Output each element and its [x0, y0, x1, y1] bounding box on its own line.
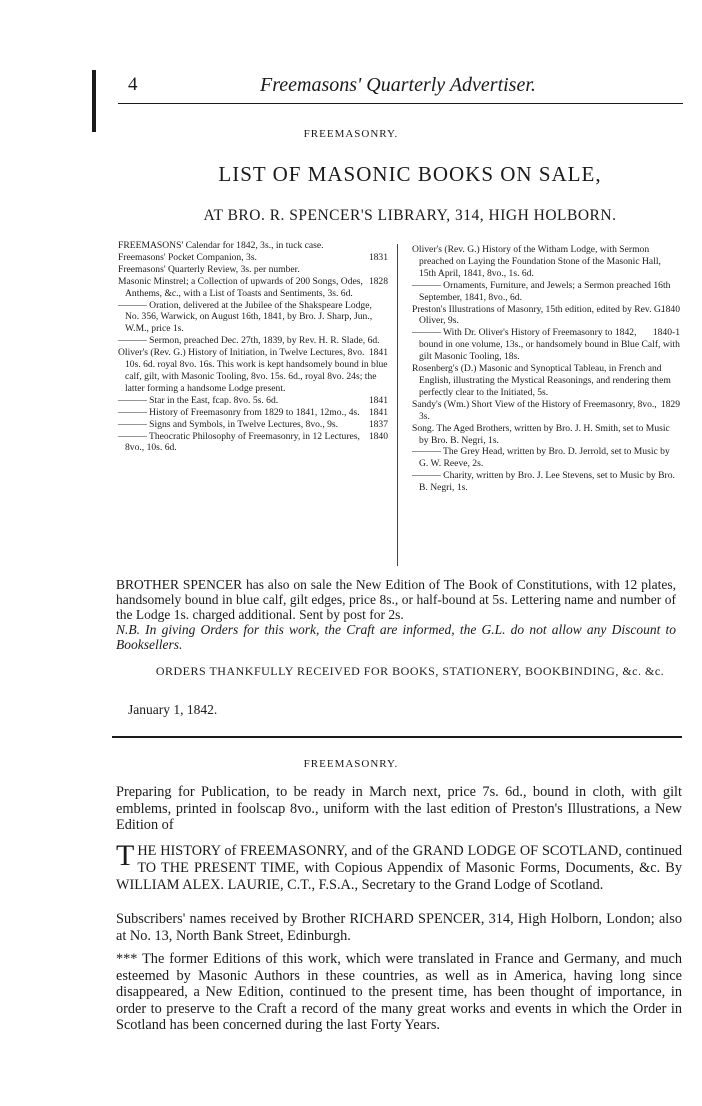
book-year: 1831	[368, 251, 388, 263]
list-subtitle: AT BRO. R. SPENCER'S LIBRARY, 314, HIGH HOLBORN.	[203, 207, 617, 224]
page-header	[120, 74, 680, 104]
book-text: ——— Ornaments, Furniture, and Jewels; a Sermon preached 16th September, 1841, 8vo., 6d.	[412, 279, 671, 303]
book-text: ——— Charity, written by Bro. J. Lee Stevens, set to Music by Bro. B. Negri, 1s.	[412, 470, 675, 494]
book-entry	[118, 395, 388, 407]
orders-line: ORDERS THANKFULLY RECEIVED FOR BOOKS, STATIONERY, BOOKBINDING, &c. &c.	[155, 664, 665, 678]
section-label-2: FREEMASONRY.	[303, 758, 399, 770]
book-entry	[118, 407, 388, 419]
history-text: HE HISTORY of FREEMASONRY, and of the GRAND LODGE OF SCOTLAND, continued TO THE PRESENT TIME, with Copious Appendix of Masonic Forms, Documents, &c. By WILLIAM ALEX. LAURIE, C.T., F.S.A., Secretary to the Grand Lodge of Scotland.	[116, 843, 682, 893]
book-year: 1841	[368, 394, 388, 406]
preparing-paragraph: Preparing for Publication, to be ready in March next, price 7s. 6d., bound in cloth, with gilt emblems, printed in foolscap 8vo., uniform with the last edition of Preston's Illustrations, a New Edition of	[116, 784, 682, 834]
book-year: 1841	[368, 406, 388, 418]
list-title: LIST OF MASONIC BOOKS ON SALE,	[218, 162, 602, 186]
brother-lead: BROTHER SPENCER	[116, 577, 243, 592]
notice-date: January 1, 1842.	[128, 702, 218, 717]
book-text: ——— Star in the East, fcap. 8vo. 5s. 6d.	[118, 394, 279, 406]
page-number: 4	[128, 74, 138, 95]
book-entry	[118, 419, 388, 431]
book-text: ——— Theocratic Philosophy of Freemasonry, in 12 Lectures, 8vo., 10s. 6d.	[118, 430, 360, 454]
book-year: 1829	[660, 398, 680, 410]
subscribers-paragraph: Subscribers' names received by Brother RICHARD SPENCER, 314, High Holborn, London; also at No. 13, North Bank Street, Edinburgh.	[116, 911, 682, 944]
book-text: Masonic Minstrel; a Collection of upwards of 200 Songs, Odes, Anthems, &c., with a List of Toasts and Sentiments, 3s. 6d.	[118, 275, 363, 299]
book-text: Song. The Aged Brothers, written by Bro. J. H. Smith, set to Music by Bro. B. Negri, 1s.	[412, 422, 670, 446]
section-label: FREEMASONRY.	[303, 128, 399, 140]
brother-text: has also on sale the New Edition of The Book of Constitutions, with 12 plates, handsomely bound in blue calf, gilt edges, price 8s., or half-bound at 5s. Lettering name and number of the Lodge 1s. charged additional. Sent by post for 2s.	[116, 577, 676, 623]
column-divider	[397, 244, 398, 566]
book-text: Rosenberg's (D.) Masonic and Synoptical Tableau, in French and English, illustrating the Mystical Reasonings, and rendering them perfectly clear to the Initiated, 5s.	[412, 363, 671, 398]
book-text: ——— With Dr. Oliver's History of Freemasonry to 1842, bound in one volume, 13s., or handsomely bound in Blue Calf, with gilt Masonic Tooling, 18s.	[412, 327, 680, 363]
book-entry	[412, 399, 680, 423]
drop-cap: T	[116, 839, 135, 872]
book-entry	[118, 252, 388, 264]
book-text: FREEMASONS' Calendar for 1842, 3s., in tuck case.	[118, 240, 324, 251]
book-text: Freemasons' Pocket Companion, 3s.	[118, 251, 257, 263]
book-entry	[118, 335, 388, 347]
book-entry	[118, 240, 388, 252]
book-year: 1841	[368, 347, 388, 359]
book-entry	[412, 304, 680, 328]
book-text: ——— The Grey Head, written by Bro. D. Jerrold, set to Music by G. W. Reeve, 2s.	[412, 446, 670, 470]
book-entry	[118, 276, 388, 300]
book-entry	[412, 363, 680, 399]
book-text: ——— History of Freemasonry from 1829 to 1841, 12mo., 4s.	[118, 406, 360, 418]
book-entry	[412, 244, 680, 280]
book-entry	[412, 470, 680, 494]
header-rule	[118, 103, 683, 104]
book-text: Freemasons' Quarterly Review, 3s. per number.	[118, 263, 300, 275]
nb-note: N.B. In giving Orders for this work, the Craft are informed, the G.L. do not allow any Discount to Booksellers.	[116, 622, 676, 653]
margin-bar	[92, 70, 96, 132]
book-entry	[118, 431, 388, 455]
book-year: 1840-1	[652, 327, 680, 339]
book-text: Oliver's (Rev. G.) History of the Witham Lodge, with Sermon preached on Laying the Foundation Stone of the Masonic Hall, 15th April, 1841, 8vo., 1s. 6d.	[412, 244, 661, 279]
book-year: 1828	[368, 275, 388, 287]
book-entry	[412, 280, 680, 304]
book-year: 1837	[368, 418, 388, 430]
book-text: Sandy's (Wm.) Short View of the History of Freemasonry, 8vo., 3s.	[412, 398, 657, 422]
running-title: Freemasons' Quarterly Advertiser.	[260, 74, 536, 96]
book-entry	[412, 327, 680, 363]
book-entry	[118, 347, 388, 395]
book-text: ——— Oration, delivered at the Jubilee of the Shakspeare Lodge, No. 356, Warwick, on August 16th, 1841, by Bro. J. Sharp, Jun., W.M., price 1s.	[118, 299, 373, 335]
book-entry	[118, 300, 388, 336]
book-list-right	[412, 244, 680, 494]
book-entry	[118, 264, 388, 276]
history-paragraph	[116, 839, 682, 893]
book-text: ——— Signs and Symbols, in Twelve Lectures, 8vo., 9s.	[118, 418, 339, 430]
book-text: Oliver's (Rev. G.) History of Initiation, in Twelve Lectures, 8vo. 10s. 6d. royal 8vo. 16s. This work is kept handsomely bound in blue calf, gilt, with Masonic Tooling, 8vo. 15s. 6d., royal 8vo. 24s; the latter forming a handsome Lodge present.	[118, 347, 388, 394]
book-entry	[412, 423, 680, 447]
book-entry	[412, 446, 680, 470]
book-year: 1840	[660, 303, 680, 315]
book-list-left	[118, 240, 388, 454]
book-text: Preston's Illustrations of Masonry, 15th edition, edited by Rev. G. Oliver, 9s.	[412, 303, 664, 327]
spencer-notice	[116, 577, 676, 623]
section-rule	[112, 736, 682, 738]
book-text: ——— Sermon, preached Dec. 27th, 1839, by Rev. H. R. Slade, 6d.	[118, 335, 380, 347]
former-editions-paragraph: *** The former Editions of this work, which were translated in France and Germany, and much esteemed by Masonic Authors in these countries, as well as in America, having long since disappeared, a New Edition, continued to the present time, has been thought of importance, in order to preserve to the Craft a record of the many great works and events in which the Order in Scotland has been concerned during the last Forty Years.	[116, 951, 682, 1034]
book-year: 1840	[368, 430, 388, 442]
